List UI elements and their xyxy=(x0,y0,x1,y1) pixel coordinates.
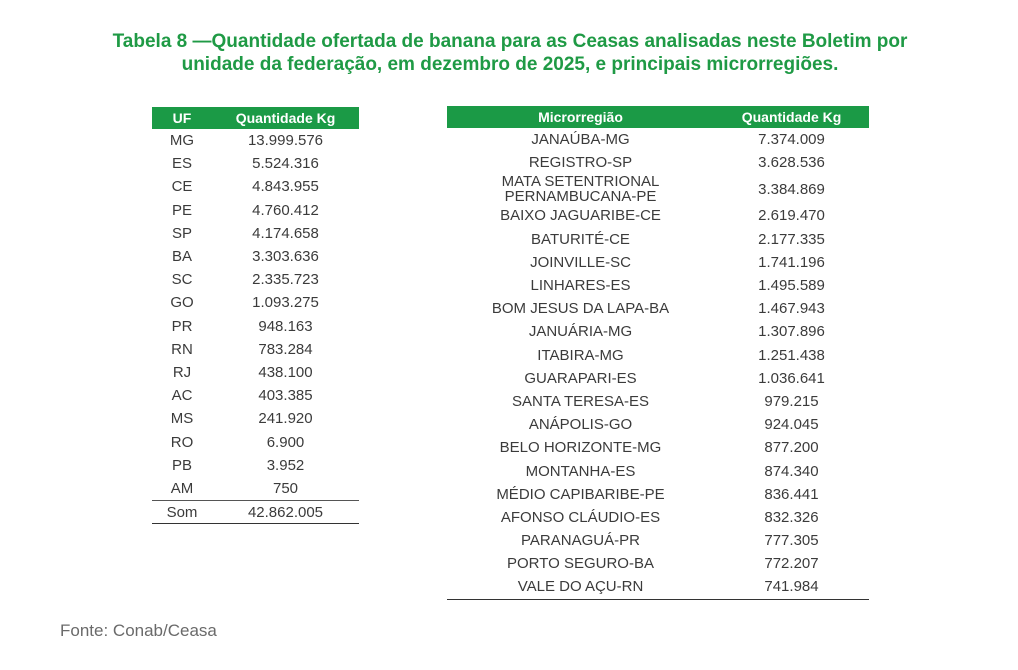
table-row xyxy=(447,506,869,529)
state-cell: ES xyxy=(171,155,192,173)
table-row xyxy=(447,344,869,367)
microregion-cell: MATA SETENTRIONAL PERNAMBUCANA-PE xyxy=(501,174,660,205)
state-cell: PB xyxy=(171,456,192,474)
quantity-column-header: Quantidade Kg xyxy=(212,107,359,129)
total-value: 42.862.005 xyxy=(212,501,359,524)
quantity-cell: 777.305 xyxy=(764,532,819,550)
state-cell: BA xyxy=(171,248,192,266)
quantity-cell: 3.384.869 xyxy=(758,180,825,198)
quantity-cell: 948.163 xyxy=(258,317,313,335)
state-cell: PR xyxy=(171,317,193,335)
source-note: Fonte: Conab/Ceasa xyxy=(60,621,217,640)
table-row xyxy=(152,384,359,407)
quantity-cell: 241.920 xyxy=(258,410,313,428)
quantity-cell: 1.467.943 xyxy=(758,300,825,318)
table-row xyxy=(152,175,359,198)
state-cell: CE xyxy=(171,178,193,196)
quantity-cell: 3.628.536 xyxy=(758,154,825,172)
state-cell: GO xyxy=(170,294,194,312)
table-row xyxy=(447,251,869,274)
table-row xyxy=(447,228,869,251)
table-row xyxy=(447,274,869,297)
quantity-cell: 836.441 xyxy=(764,485,819,503)
quantity-cell: 741.984 xyxy=(714,575,869,599)
table-row xyxy=(447,529,869,552)
state-cell: SP xyxy=(171,224,192,242)
table-row xyxy=(447,436,869,459)
quantity-cell: 874.340 xyxy=(764,462,819,480)
microregion-cell: BELO HORIZONTE-MG xyxy=(499,439,662,457)
quantity-cell: 772.207 xyxy=(764,555,819,573)
uf-column-header: UF xyxy=(152,107,212,129)
quantity-cell: 832.326 xyxy=(764,508,819,526)
table-row xyxy=(447,151,869,174)
microregion-cell: JANUÁRIA-MG xyxy=(528,323,633,341)
table-row xyxy=(447,320,869,343)
microregion-cell: BOM JESUS DA LAPA-BA xyxy=(491,300,670,318)
microregion-cell: PORTO SEGURO-BA xyxy=(507,555,654,573)
table-row xyxy=(152,477,359,501)
quantity-cell: 2.335.723 xyxy=(252,271,319,289)
quantity-cell: 924.045 xyxy=(764,416,819,434)
quantity-cell: 4.760.412 xyxy=(252,201,319,219)
microregion-cell: BAIXO JAGUARIBE-CE xyxy=(500,207,661,225)
table-row xyxy=(447,413,869,436)
table-title xyxy=(40,30,980,76)
quantity-cell: 4.843.955 xyxy=(252,178,319,196)
quantity-cell: 877.200 xyxy=(764,439,819,457)
table-row xyxy=(447,204,869,227)
title-line-1: Tabela 8 —Quantidade ofertada de banana para as Ceasas analisadas neste Boletim por xyxy=(112,31,908,52)
quantity-cell: 1.036.641 xyxy=(758,369,825,387)
quantity-column-header: Quantidade Kg xyxy=(714,106,869,128)
total-label: Som xyxy=(152,501,212,524)
microregion-cell: SANTA TERESA-ES xyxy=(512,392,649,410)
microregion-table xyxy=(447,106,869,600)
microregion-cell: BATURITÉ-CE xyxy=(531,230,630,248)
microregion-cell: AFONSO CLÁUDIO-ES xyxy=(500,508,661,526)
microregion-cell: JANAÚBA-MG xyxy=(531,131,630,149)
state-cell: RO xyxy=(170,433,194,451)
quantity-cell: 403.385 xyxy=(258,387,313,405)
table-row xyxy=(152,454,359,477)
microregion-cell: ANÁPOLIS-GO xyxy=(528,416,633,434)
quantity-cell: 3.952 xyxy=(266,456,305,474)
quantity-cell: 2.177.335 xyxy=(758,230,825,248)
state-cell: MG xyxy=(169,132,195,150)
table-row xyxy=(447,575,869,599)
quantity-cell: 1.093.275 xyxy=(252,294,319,312)
table-row xyxy=(152,338,359,361)
table-row xyxy=(447,552,869,575)
table-row xyxy=(152,291,359,314)
microregion-cell: REGISTRO-SP xyxy=(528,154,633,172)
quantity-cell: 438.100 xyxy=(258,363,313,381)
state-cell: AM xyxy=(170,479,194,497)
microregion-cell: GUARAPARI-ES xyxy=(524,369,637,387)
quantity-cell: 2.619.470 xyxy=(758,207,825,225)
quantity-cell: 7.374.009 xyxy=(758,131,825,149)
total-row xyxy=(152,501,359,524)
quantity-cell: 4.174.658 xyxy=(252,224,319,242)
table-row xyxy=(152,315,359,338)
table-row xyxy=(447,459,869,482)
table-row xyxy=(152,152,359,175)
table-row xyxy=(152,361,359,384)
table-row xyxy=(447,128,869,151)
quantity-cell: 783.284 xyxy=(258,340,313,358)
quantity-cell: 1.495.589 xyxy=(758,277,825,295)
table-row xyxy=(152,222,359,245)
quantity-cell: 1.307.896 xyxy=(758,323,825,341)
quantity-cell: 6.900 xyxy=(266,433,305,451)
quantity-cell: 1.251.438 xyxy=(758,346,825,364)
table-row xyxy=(152,245,359,268)
table-row xyxy=(152,430,359,453)
quantity-cell: 3.303.636 xyxy=(252,248,319,266)
state-cell: PE xyxy=(171,201,192,219)
microregion-cell: MÉDIO CAPIBARIBE-PE xyxy=(496,485,665,503)
table-row xyxy=(152,199,359,222)
state-cell: AC xyxy=(171,387,193,405)
table-row xyxy=(447,390,869,413)
microregion-cell: VALE DO AÇU-RN xyxy=(447,575,714,599)
microregion-cell: ITABIRA-MG xyxy=(537,346,624,364)
state-cell: MS xyxy=(170,410,194,428)
quantity-cell: 979.215 xyxy=(764,392,819,410)
quantity-cell: 1.741.196 xyxy=(758,253,825,271)
table-row xyxy=(152,407,359,430)
microregion-cell: PARANAGUÁ-PR xyxy=(521,532,640,550)
uf-table xyxy=(152,107,359,524)
quantity-cell: 13.999.576 xyxy=(247,132,324,150)
table-row xyxy=(447,174,869,204)
microregion-table-header xyxy=(447,106,869,128)
microregion-column-header: Microrregião xyxy=(447,106,714,128)
state-cell: RN xyxy=(171,340,193,358)
state-cell: SC xyxy=(171,271,193,289)
title-line-2: unidade da federação, em dezembro de 2025, e principais microrregiões. xyxy=(181,54,839,75)
uf-table-header xyxy=(152,107,359,129)
quantity-cell: 750 xyxy=(272,479,299,497)
table-row xyxy=(152,268,359,291)
table-row xyxy=(447,297,869,320)
microregion-cell: JOINVILLE-SC xyxy=(530,253,631,271)
table-row xyxy=(447,483,869,506)
state-cell: RJ xyxy=(172,363,192,381)
quantity-cell: 5.524.316 xyxy=(252,155,319,173)
microregion-cell: MONTANHA-ES xyxy=(525,462,636,480)
microregion-cell: LINHARES-ES xyxy=(530,277,631,295)
table-row xyxy=(152,129,359,152)
table-row xyxy=(447,367,869,390)
